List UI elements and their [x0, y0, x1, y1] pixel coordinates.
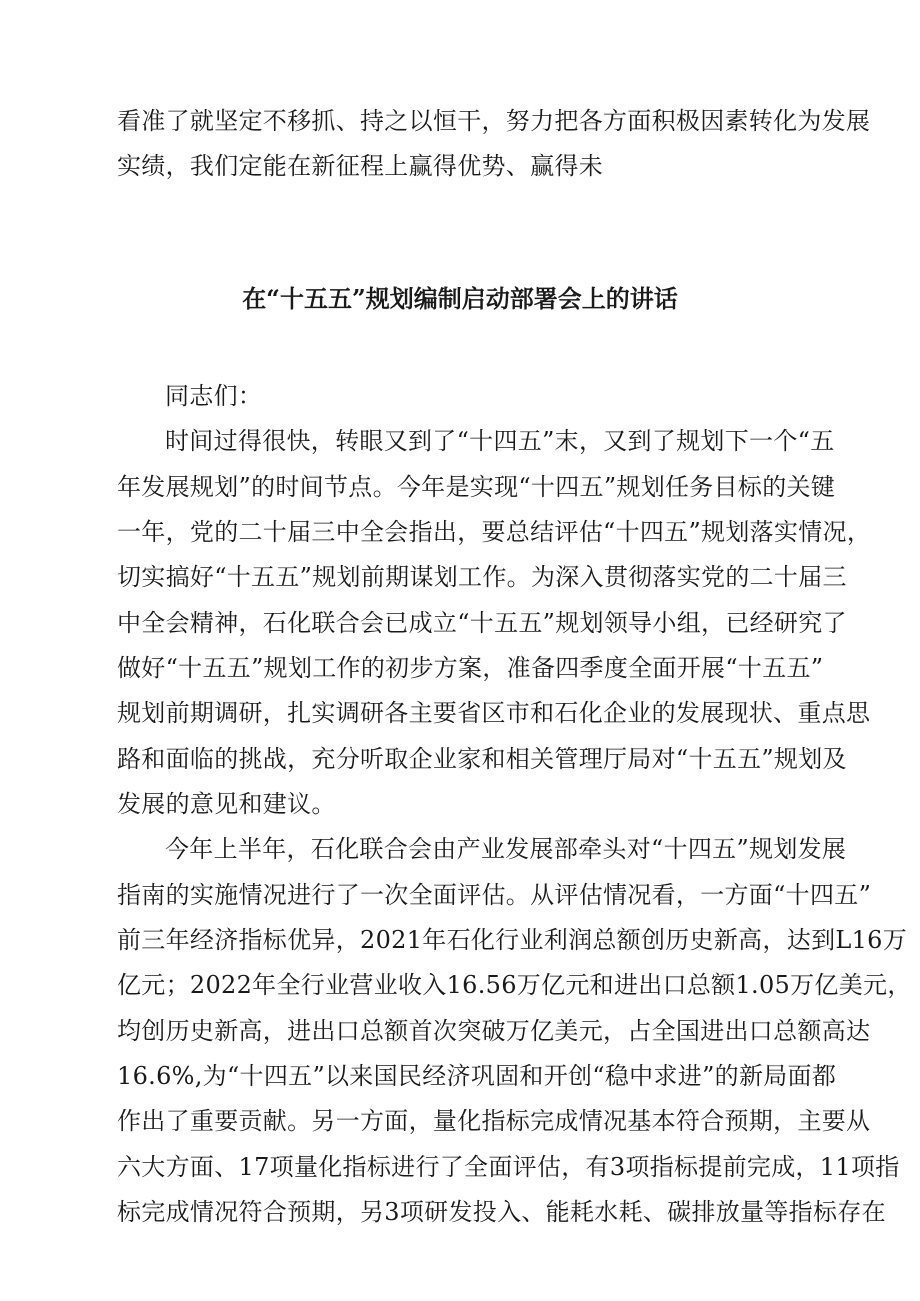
text-line: 发展的意见和建议。 [117, 790, 336, 818]
text-line: 做好“十五五”规划工作的初步方案，准备四季度全面开展“十五五” [117, 654, 824, 682]
text-line: 作出了重要贡献。另一方面，量化指标完成情况基本符合预期，主要从 [117, 1107, 871, 1135]
text-line: 年发展规划”的时间节点。今年是实现“十四五”规划任务目标的关键 [117, 473, 836, 501]
text-line: 看准了就坚定不移抓、持之以恒干，努力把各方面积极因素转化为发展 [117, 107, 871, 135]
text-line: 实绩，我们定能在新征程上赢得优势、赢得未 [117, 152, 603, 180]
text-line: 路和面临的挑战，充分听取企业家和相关管理厅局对“十五五”规划及 [117, 745, 847, 773]
text-line: 亿元；2022年全行业营业收入16.56万亿元和进出口总额1.05万亿美元， [117, 971, 912, 999]
text-line: 中全会精神，石化联合会已成立“十五五”规划领导小组，已经研究了 [117, 609, 847, 637]
text-line: 六大方面、17项量化指标进行了全面评估，有3项指标提前完成，11项指 [117, 1153, 900, 1181]
text-line: 切实搞好“十五五”规划前期谋划工作。为深入贯彻落实党的二十届三 [117, 563, 847, 591]
text-line: 指南的实施情况进行了一次全面评估。从评估情况看，一方面“十四五” [117, 881, 872, 909]
text-line: 一年，党的二十届三中全会指出，要总结评估“十四五”规划落实情况， [117, 518, 872, 546]
salutation: 同志们： [165, 382, 263, 410]
text-line: 均创历史新高，进出口总额首次突破万亿美元，占全国进出口总额高达 [117, 1017, 871, 1045]
text-line: 16.6%,为“十四五”以来国民经济巩固和开创“稳中求进”的新局面都 [117, 1062, 837, 1090]
text-line: 今年上半年，石化联合会由产业发展部牵头对“十四五”规划发展 [165, 835, 847, 863]
speech-title: 在“十五五”规划编制启动部署会上的讲话 [242, 284, 678, 313]
text-line: 标完成情况符合预期，另3项研发投入、能耗水耗、碳排放量等指标存在 [117, 1198, 886, 1226]
text-line: 规划前期调研，扎实调研各主要省区市和石化企业的发展现状、重点思 [117, 699, 871, 727]
text-line: 前三年经济指标优异，2021年石化行业利润总额创历史新高，达到L16万 [117, 926, 908, 954]
text-line: 时间过得很快，转眼又到了“十四五”末，又到了规划下一个“五 [165, 427, 835, 455]
